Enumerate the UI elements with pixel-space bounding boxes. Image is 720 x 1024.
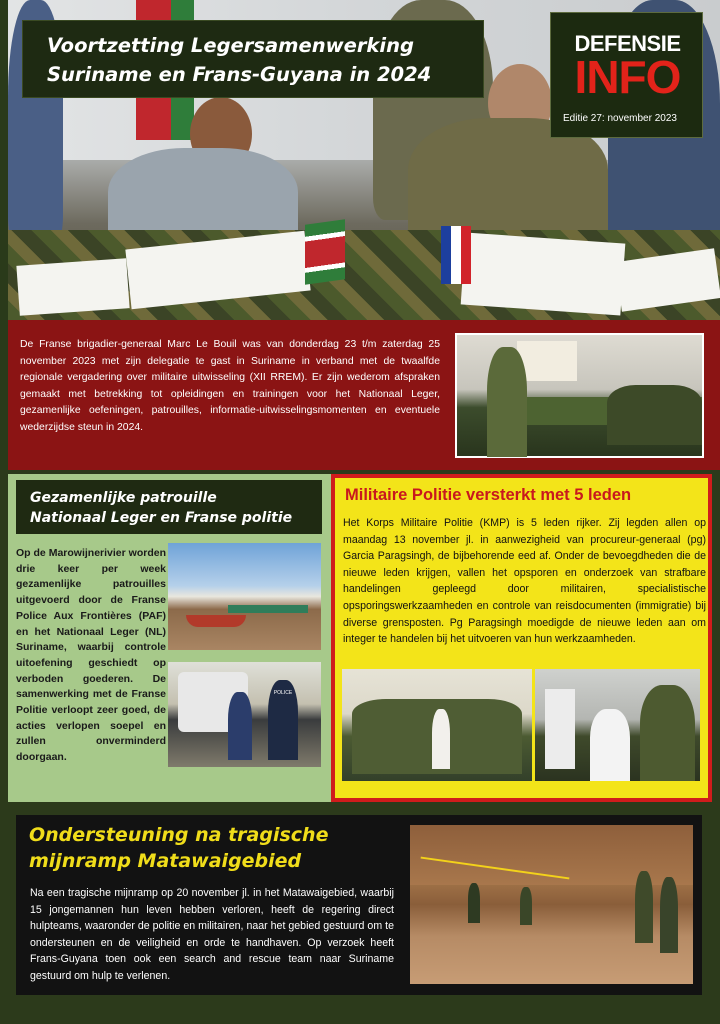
france-flag bbox=[441, 226, 471, 284]
hero-paper-3 bbox=[461, 233, 626, 316]
title-line-2: Suriname en Frans-Guyana in 2024 bbox=[47, 63, 432, 86]
title-line-1: Voortzetting Legersamenwerking bbox=[47, 34, 414, 57]
mine-soldier-3 bbox=[635, 871, 653, 943]
edition-label: Editie 27: november 2023 bbox=[563, 113, 677, 124]
soldier-figure bbox=[228, 692, 252, 760]
suriname-flag bbox=[305, 219, 345, 285]
police-label: POLICE bbox=[273, 690, 293, 696]
mp-oath-official bbox=[590, 709, 630, 781]
mine-soldier-1 bbox=[468, 883, 480, 923]
boat-2 bbox=[228, 605, 308, 613]
defensie-info-logo bbox=[550, 12, 703, 138]
intro-text: De Franse brigadier-generaal Marc Le Bouil was van donderdag 23 t/m zaterdag 25 november 2023 met zijn delegatie te gast in Suriname in verband met de twaalfde regionale vergadering over militaire uitwisseling (XII RREM). Er zijn wederom afspraken gemaakt met betrekking tot opleidingen en trainingen voor het Nationaal Leger, gezamenlijke oefeningen, patrouilles, informatie-uitwisselingsmomenten en eventuele wederzijdse steun in 2024. bbox=[20, 339, 440, 433]
mine-site-photo bbox=[410, 825, 693, 984]
mine-text: Na een tragische mijnramp op 20 november jl. in het Matawaigebied, waarbij 15 jongemannen hun leven hebben verloren, heeft de regering direct hulpteams, waaronder de politie en militairen, naar het gebied gestuurd om te ondersteunen en de veiligheid en orde te handhaven. Op verzoek heeft Frans-Guyana toen ook een search and rescue team naar Suriname gestuurd om hulp te verlenen. bbox=[30, 887, 394, 982]
mp-group-photo bbox=[342, 669, 532, 781]
mp-oath-door bbox=[545, 689, 575, 769]
logo-line-2: INFO bbox=[574, 51, 681, 103]
logo-line-1: DEFENSIE bbox=[574, 31, 681, 56]
mine-disaster-article bbox=[16, 815, 702, 995]
patrol-title-line-1: Gezamenlijke patrouille bbox=[30, 490, 217, 506]
hero-title-box bbox=[22, 20, 484, 98]
mp-oath-soldier bbox=[640, 685, 695, 781]
patrol-panel-footer bbox=[8, 776, 331, 802]
boat-1 bbox=[186, 615, 246, 627]
mp-text: Het Korps Militaire Politie (KMP) is 5 leden rijker. Zij legden allen op maandag 13 november jl. in aanwezigheid van procureur-generaal (pg) Garcia Paragsingh, de bijbehorende eed af. Onder de bevoegdheden die de nieuwe leden krijgen, vallen het opsporen en onderzoek van strafbare handelingen gepleegd door militairen, specialistische opsporingswerkzaamheden en controle van reisdocumenten (immigratie) bij diverse grensposten. Pg Paragsingh moedigde de nieuwe leden aan om integer te handelen bij het uitvoeren van hun werkzaamheden. bbox=[343, 517, 706, 646]
patrol-text: Op de Marowijnerivier worden drie keer per week gezamenlijke patrouilles uitgevoerd door de Franse Police Aux Frontières (PAF) en het Nationaal Leger (NL) Suriname, waarbij controle uitoefening geschiedt op verboden goederen. De samenwerking met de Franse Politie verloopt zeer goed, de acties verlopen soepel en zullen onverminderd doorgaan. bbox=[16, 547, 166, 764]
patrol-article bbox=[8, 474, 331, 776]
meeting-attendees bbox=[607, 385, 702, 445]
hero-paper-1 bbox=[16, 258, 129, 316]
page-title bbox=[47, 31, 477, 89]
mine-soldier-4 bbox=[660, 877, 678, 953]
mine-title-line-2: mijnramp Matawaigebied bbox=[29, 850, 302, 872]
meeting-soldier bbox=[487, 347, 527, 457]
patrol-title-line-2: Nationaal Leger en Franse politie bbox=[30, 510, 293, 526]
mine-soldier-2 bbox=[520, 887, 532, 925]
mp-group-civilian bbox=[432, 709, 450, 769]
river-boats-photo bbox=[168, 543, 321, 650]
intro-section bbox=[8, 320, 720, 470]
mp-oath-photo bbox=[535, 669, 700, 781]
mine-title bbox=[29, 822, 389, 874]
meeting-photo bbox=[455, 333, 704, 458]
patrol-header bbox=[16, 480, 322, 534]
police-patrol-photo bbox=[168, 662, 321, 767]
mp-title: Militaire Politie versterkt met 5 leden bbox=[345, 486, 632, 504]
patrol-title bbox=[30, 488, 320, 528]
mine-title-line-1: Ondersteuning na tragische bbox=[29, 824, 329, 846]
military-police-article bbox=[331, 474, 712, 802]
